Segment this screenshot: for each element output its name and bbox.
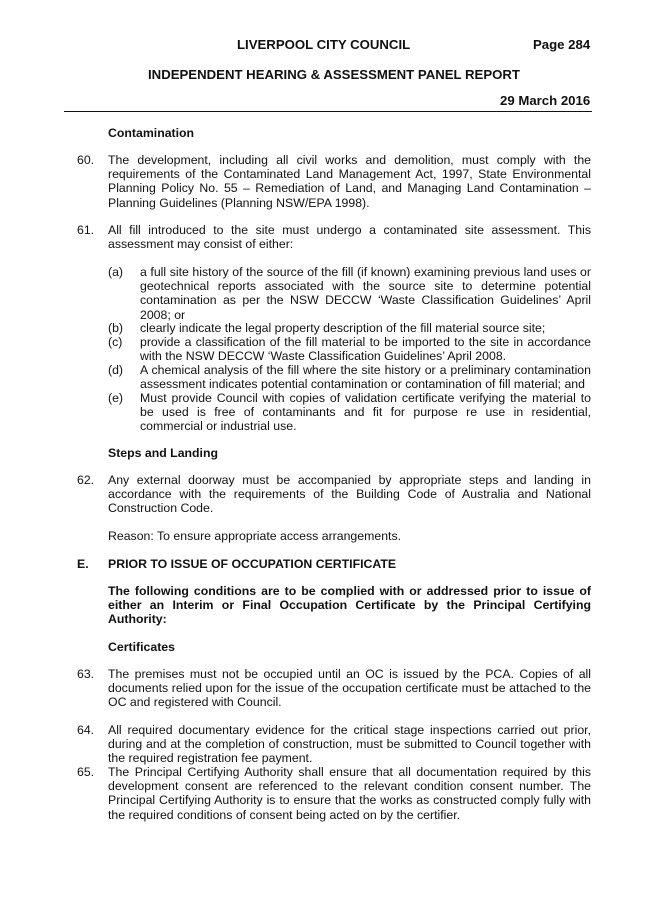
item-e-label: (e) (108, 391, 124, 405)
condition-61-number: 61. (77, 223, 95, 237)
condition-60-number: 60. (77, 153, 95, 167)
condition-63-text: The premises must not be occupied until an OC is issued by the PCA. Copies of all documents relied upon for the issue of the occupation certificate must be attached to the OC and registered with Council. (108, 667, 591, 710)
item-b-text: clearly indicate the legal property description of the fill material source site; (140, 321, 546, 335)
header-rule (64, 111, 592, 112)
item-a-label: (a) (108, 265, 124, 279)
condition-60-text: The development, including all civil works and demolition, must comply with the requirements of the Contaminated Land Management Act, 1997, State Environmental Planning Policy No. 55 – Remediation of Land, and Managing Land Contamination – Planning Guidelines (Planning NSW/EPA 1998). (108, 153, 591, 210)
item-d-text: A chemical analysis of the fill where the site history or a preliminary contamination assessment indicates potential contamination or contamination of fill material; and (140, 363, 591, 392)
report-date: 29 March 2016 (500, 93, 591, 108)
item-e-text: Must provide Council with copies of validation certificate verifying the material to be used is free of contaminants and fit for purpose re use in residential, commercial or industrial use. (140, 391, 591, 434)
condition-65-number: 65. (77, 765, 95, 779)
condition-64-number: 64. (77, 723, 95, 737)
page-number: Page 284 (533, 37, 591, 52)
report-title: INDEPENDENT HEARING & ASSESSMENT PANEL REPORT (148, 67, 520, 82)
item-c-label: (c) (108, 335, 123, 349)
condition-62-text: Any external doorway must be accompanied by appropriate steps and landing in accordance with the requirements of the Building Code of Australia and National Construction Code. (108, 473, 591, 516)
section-e-letter: E. (77, 557, 89, 571)
condition-63-number: 63. (77, 667, 95, 681)
item-d-label: (d) (108, 363, 124, 377)
heading-certificates: Certificates (108, 640, 175, 654)
heading-steps-landing: Steps and Landing (108, 446, 218, 460)
heading-contamination: Contamination (108, 126, 195, 140)
section-e-intro: The following conditions are to be complied with or addressed prior to issue of either an Interim or Final Occupation Certificate by the Principal Certifying Authority: (108, 584, 591, 627)
condition-62-number: 62. (77, 473, 95, 487)
section-e-title: PRIOR TO ISSUE OF OCCUPATION CERTIFICATE (108, 557, 397, 571)
item-c-text: provide a classification of the fill material to be imported to the site in accordance with the NSW DECCW ‘Waste Classification Guidelines’ April 2008. (140, 335, 591, 364)
item-b-label: (b) (108, 321, 124, 335)
condition-61-text: All fill introduced to the site must undergo a contaminated site assessment. This assessment may consist of either: (108, 223, 591, 252)
condition-62-reason: Reason: To ensure appropriate access arrangements. (108, 529, 402, 543)
item-a-text: a full site history of the source of the fill (if known) examining previous land uses or geotechnical reports associated with the source site to determine potential contamination as per the NSW DECCW ‘Waste Classification Guidelines’ April 2008; or (140, 265, 591, 322)
condition-64-text: All required documentary evidence for the critical stage inspections carried out prior, during and at the completion of construction, must be submitted to Council together with the required registration fee payment. (108, 723, 591, 766)
council-name: LIVERPOOL CITY COUNCIL (237, 37, 411, 52)
condition-65-text: The Principal Certifying Authority shall ensure that all documentation required by this development consent are referenced to the relevant condition consent number. The Principal Certifying Authority is to ensure that the works as constructed comply fully with the required conditions of consent being acted on by the certifier. (108, 765, 591, 822)
